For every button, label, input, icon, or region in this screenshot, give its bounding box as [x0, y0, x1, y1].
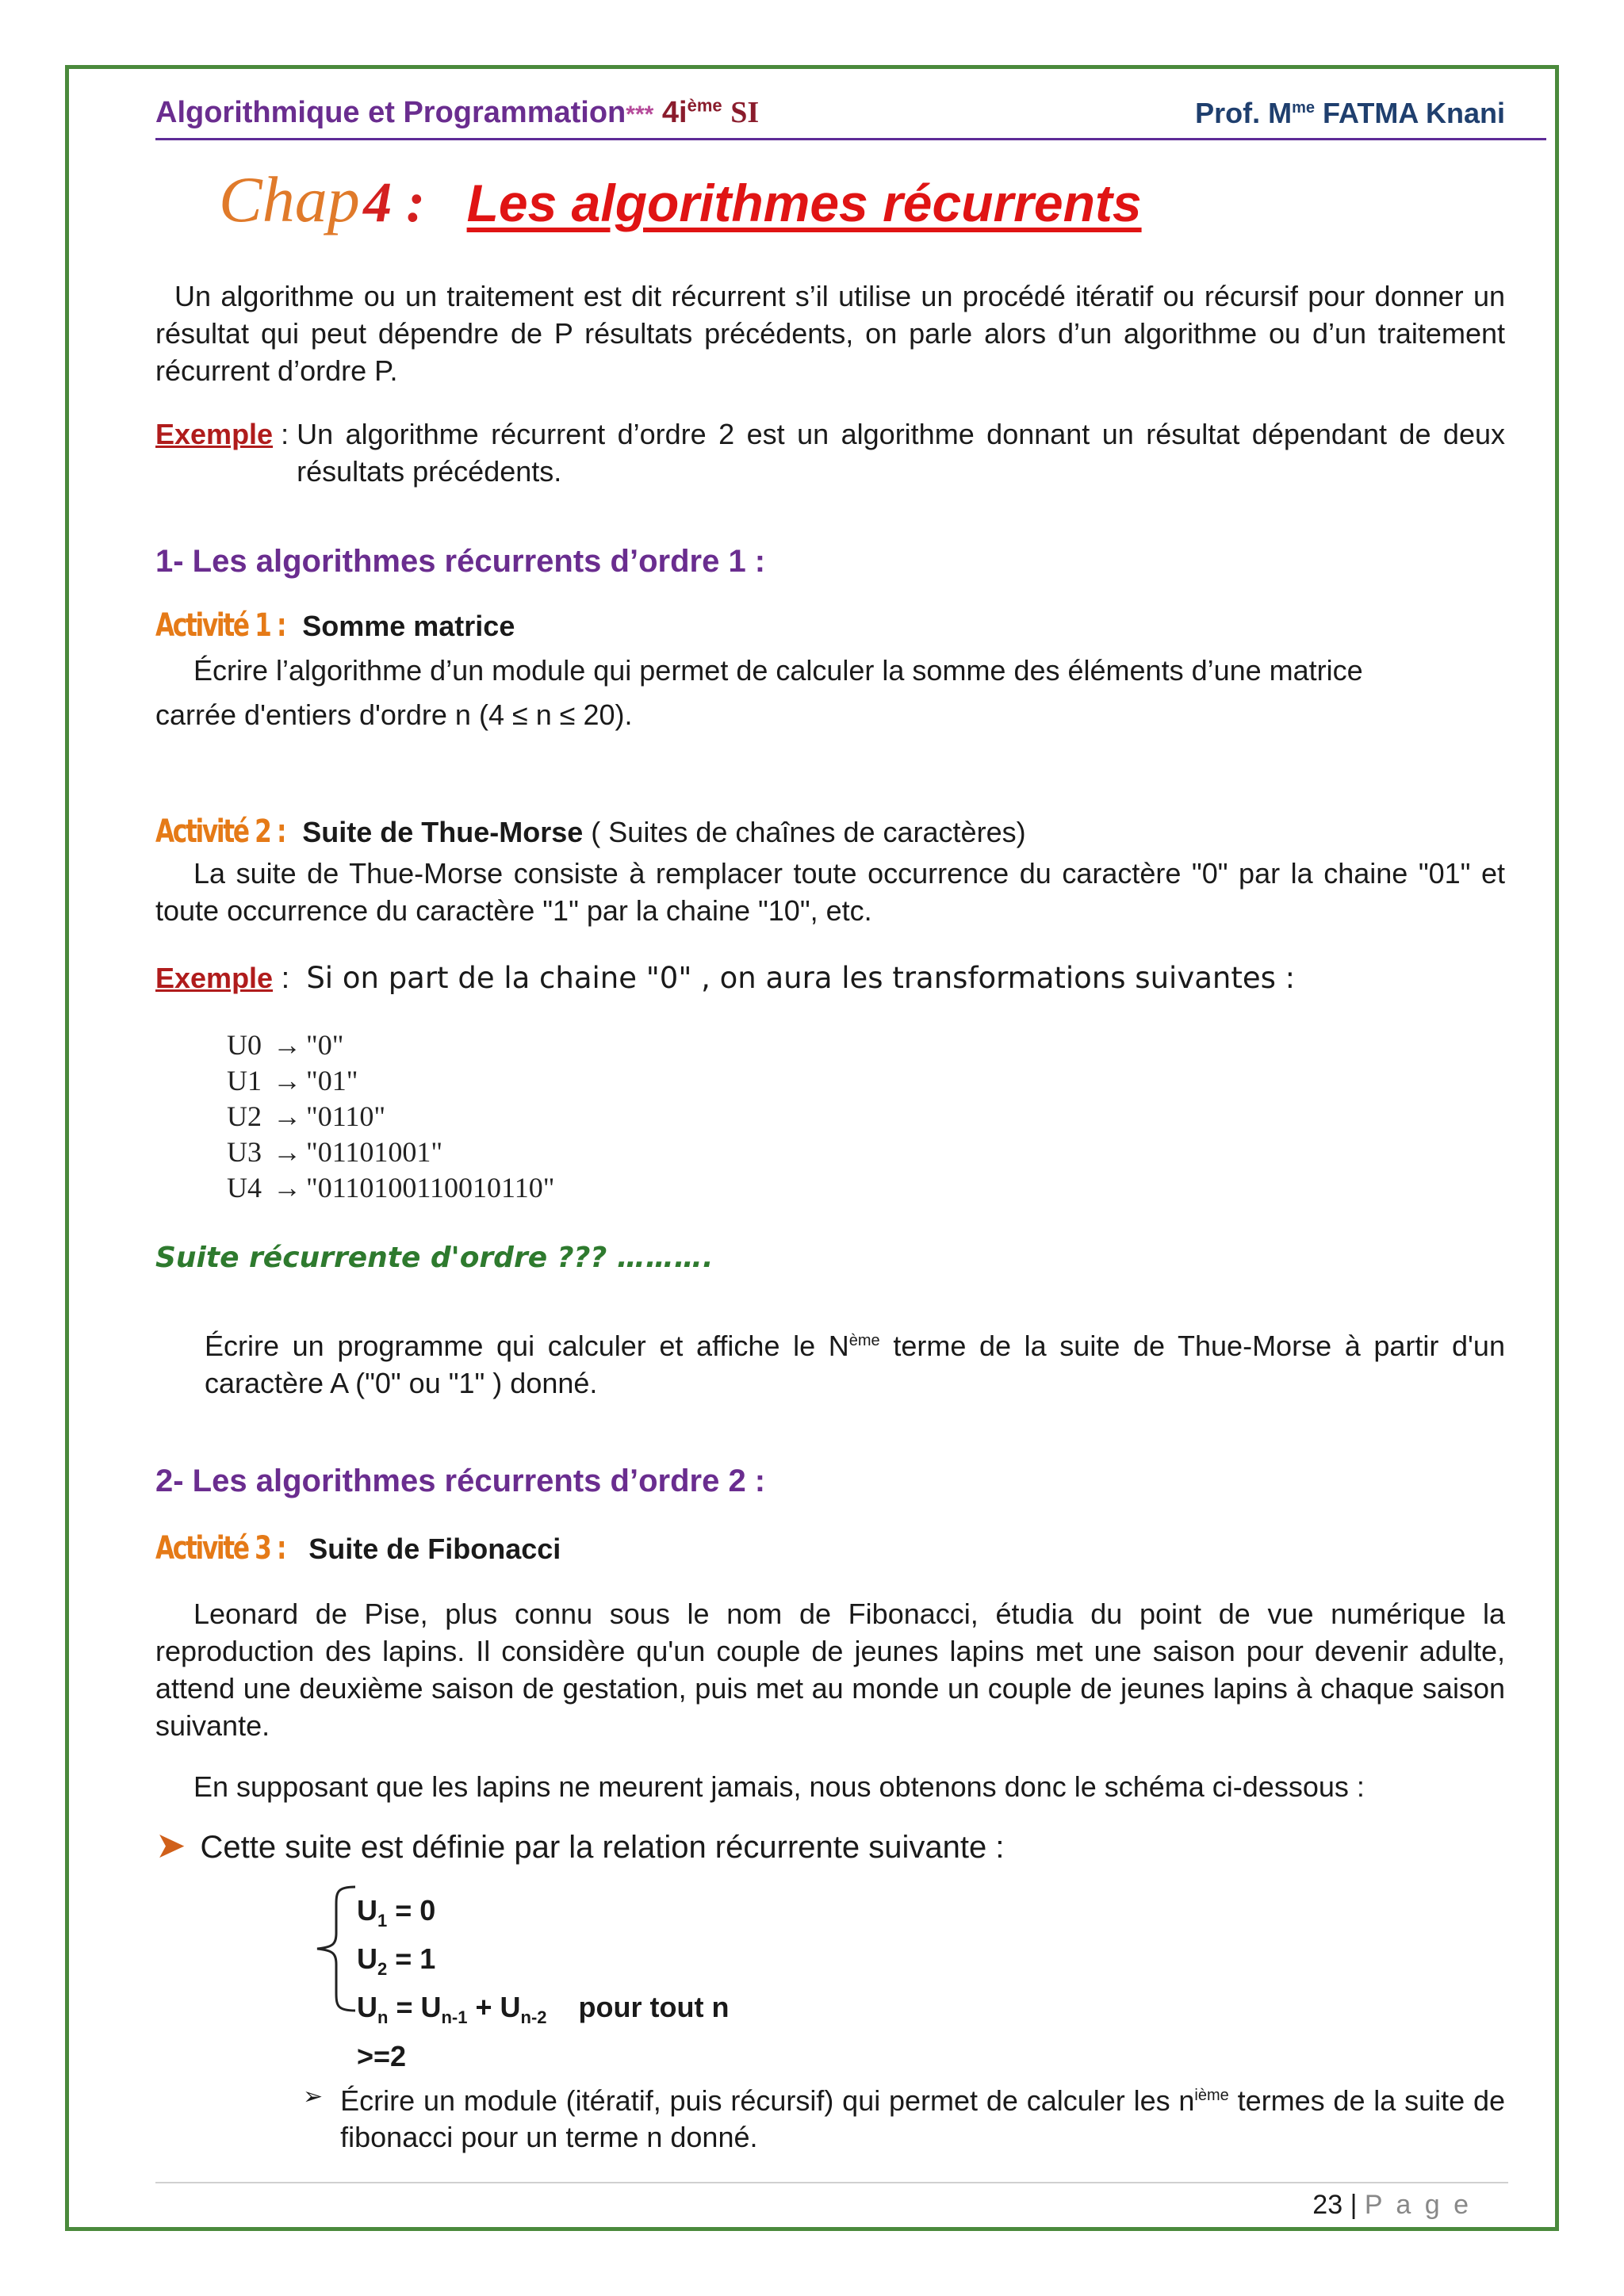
activity-2-label: Activité 2 : [155, 813, 285, 850]
term-label: U0 [227, 1029, 262, 1061]
grade-sup: ème [687, 95, 722, 116]
example-1-label: Exemple [155, 418, 274, 450]
relation-bullet-text: Cette suite est définie par la relation récurrente suivante : [200, 1830, 1005, 1865]
footer-separator: | [1350, 2190, 1358, 2220]
activity-2-subtitle: ( Suites de chaînes de caractères) [591, 816, 1026, 848]
equation-u2: $U_2 = 1$ [357, 1942, 436, 1980]
term-value: "0110" [306, 1100, 386, 1132]
activity-1-text-b: carrée d'entiers d'ordre n (4 ≤ n ≤ 20). [155, 698, 633, 731]
chapter-title [219, 163, 1142, 237]
term-label: U4 [227, 1172, 262, 1203]
activity-1-heading [155, 607, 515, 644]
stars-decoration: *** [626, 101, 654, 128]
example-2-text: Si on part de la chaine "0" , on aura les transformations suivantes : [306, 961, 1296, 995]
chapter-word: Chap [219, 163, 360, 235]
equation-condition: pour tout n >=2 [357, 1991, 730, 2072]
thue-morse-sequence [227, 1027, 554, 1206]
grade-text: 4i [661, 96, 688, 129]
chapter-number: 4 : [363, 170, 426, 234]
arrow-bullet-icon: ➤ [155, 1824, 186, 1866]
equation-u1: $U_1 = 0$ [357, 1894, 436, 1931]
example-1-text: Un algorithme récurrent d’ordre 2 est un algorithme donnant un résultat dépendant de deux résultats précédents. [297, 418, 1505, 488]
small-arrow-bullet-icon: ➢ [303, 2084, 324, 2110]
sequence-row [227, 1063, 554, 1099]
exercise-2-text [205, 1322, 1505, 1402]
sequence-row [227, 1099, 554, 1135]
prof-sup: me [1292, 99, 1315, 117]
exercise-3-sup: ième [1194, 2087, 1229, 2104]
activity-2-title: Suite de Thue-Morse [302, 816, 584, 848]
left-brace-icon [309, 1881, 357, 2015]
section-2-heading: 2- Les algorithmes récurrents d’ordre 2 : [155, 1464, 766, 1498]
example-2: Exemple : Si on part de la chaine "0" , on aura les transformations suivantes : [155, 961, 1296, 995]
grade-level [662, 96, 722, 129]
activity-2-text: La suite de Thue-Morse consiste à remplacer toute occurrence du caractère "0" par la chaine "01" et toute occurrence du caractère "1" par la chaine "10", etc. [155, 857, 1505, 927]
equation-u1-value: = 0 [395, 1894, 436, 1927]
example-2-label: Exemple [155, 962, 274, 994]
prof-prefix: Prof. M [1195, 97, 1293, 129]
page-number: 23 [1312, 2190, 1343, 2220]
intro-paragraph: Un algorithme ou un traitement est dit récurrent s’il utilise un procédé itératif ou récursif pour donner un résultat qui peut dépendre de P résultats précédents, on parle alors d’un algorithme ou d’un traitement récurrent d’ordre P. [155, 280, 1505, 387]
arrow-icon: → [273, 1172, 301, 1203]
term-value: "0" [306, 1029, 344, 1061]
sequence-row [227, 1135, 554, 1170]
arrow-icon: → [273, 1100, 301, 1132]
activity-3-scheme-text: En supposant que les lapins ne meurent jamais, nous obtenons donc le schéma ci-dessous : [193, 1770, 1365, 1803]
activity-3-title: Suite de Fibonacci [308, 1533, 561, 1565]
page-header [155, 94, 1546, 140]
term-value: "0110100110010110" [306, 1172, 555, 1203]
equation-un: $U_n = U_{n-1} + U_{n-2}$ pour tout n >=2 [357, 1991, 730, 2072]
relation-bullet [155, 1823, 1004, 1866]
exercise-2-text-a: Écrire un programme qui calculer et affiche le N [205, 1330, 849, 1362]
author-name [1195, 97, 1505, 130]
term-label: U2 [227, 1100, 262, 1132]
arrow-icon: → [273, 1065, 301, 1096]
activity-3-label: Activité 3 : [155, 1530, 285, 1567]
activity-1-label: Activité 1 : [155, 607, 285, 644]
exercise-3-text-b: termes de la suite de fibonacci pour un terme n donné. [340, 2084, 1505, 2153]
arrow-icon: → [273, 1029, 301, 1061]
sequence-row [227, 1170, 554, 1206]
activity-2-heading [155, 813, 1026, 850]
suite-order-note: Suite récurrente d'ordre ??? ………. [155, 1242, 714, 1274]
chapter-name: Les algorithmes récurrents [466, 174, 1142, 232]
activity-1-text-a: Écrire l’algorithme d’un module qui permet de calculer la somme des éléments d’une matrice [193, 654, 1363, 687]
prof-name: FATMA Knani [1323, 97, 1505, 129]
term-label: U3 [227, 1136, 262, 1168]
exercise-2-text-b: terme de la suite de Thue-Morse à partir d'un caractère A ("0" ou "1" ) donné. [205, 1330, 1505, 1399]
page-footer [1312, 2190, 1472, 2221]
section-code: SI [730, 96, 760, 129]
course-title [155, 95, 759, 130]
activity-3-paragraph: Leonard de Pise, plus connu sous le nom de Fibonacci, étudia du point de vue numérique la reproduction des lapins. Il considère qu'un couple de jeunes lapins met une saison pour devenir adulte, attend une deuxième saison de gestation, puis met au monde un couple de jeunes lapins à chaque saison suivante. [155, 1598, 1505, 1742]
sequence-row [227, 1027, 554, 1063]
fibonacci-equations [357, 1892, 785, 2076]
fibonacci-system [309, 1881, 785, 2072]
course-name: Algorithmique et Programmation [155, 96, 626, 129]
section-1-heading: 1- Les algorithmes récurrents d’ordre 1 : [155, 544, 766, 579]
example-1 [155, 415, 1505, 490]
exercise-2-sup: ème [848, 1332, 880, 1349]
term-label: U1 [227, 1065, 262, 1096]
example-1-label-wrap: Exemple : [155, 418, 297, 450]
term-value: "01101001" [306, 1136, 443, 1168]
footer-divider [155, 2182, 1508, 2183]
exercise-3-text-a: Écrire un module (itératif, puis récursif) qui permet de calculer les n [340, 2084, 1195, 2117]
arrow-icon: → [273, 1136, 301, 1168]
page-word: P a g e [1364, 2190, 1472, 2220]
activity-3-heading [155, 1530, 561, 1567]
term-value: "01" [306, 1065, 358, 1096]
activity-1-title: Somme matrice [302, 610, 515, 642]
exercise-3 [303, 2077, 1505, 2156]
exercise-3-text [340, 2077, 1505, 2156]
equation-u2-value: = 1 [395, 1942, 436, 1976]
